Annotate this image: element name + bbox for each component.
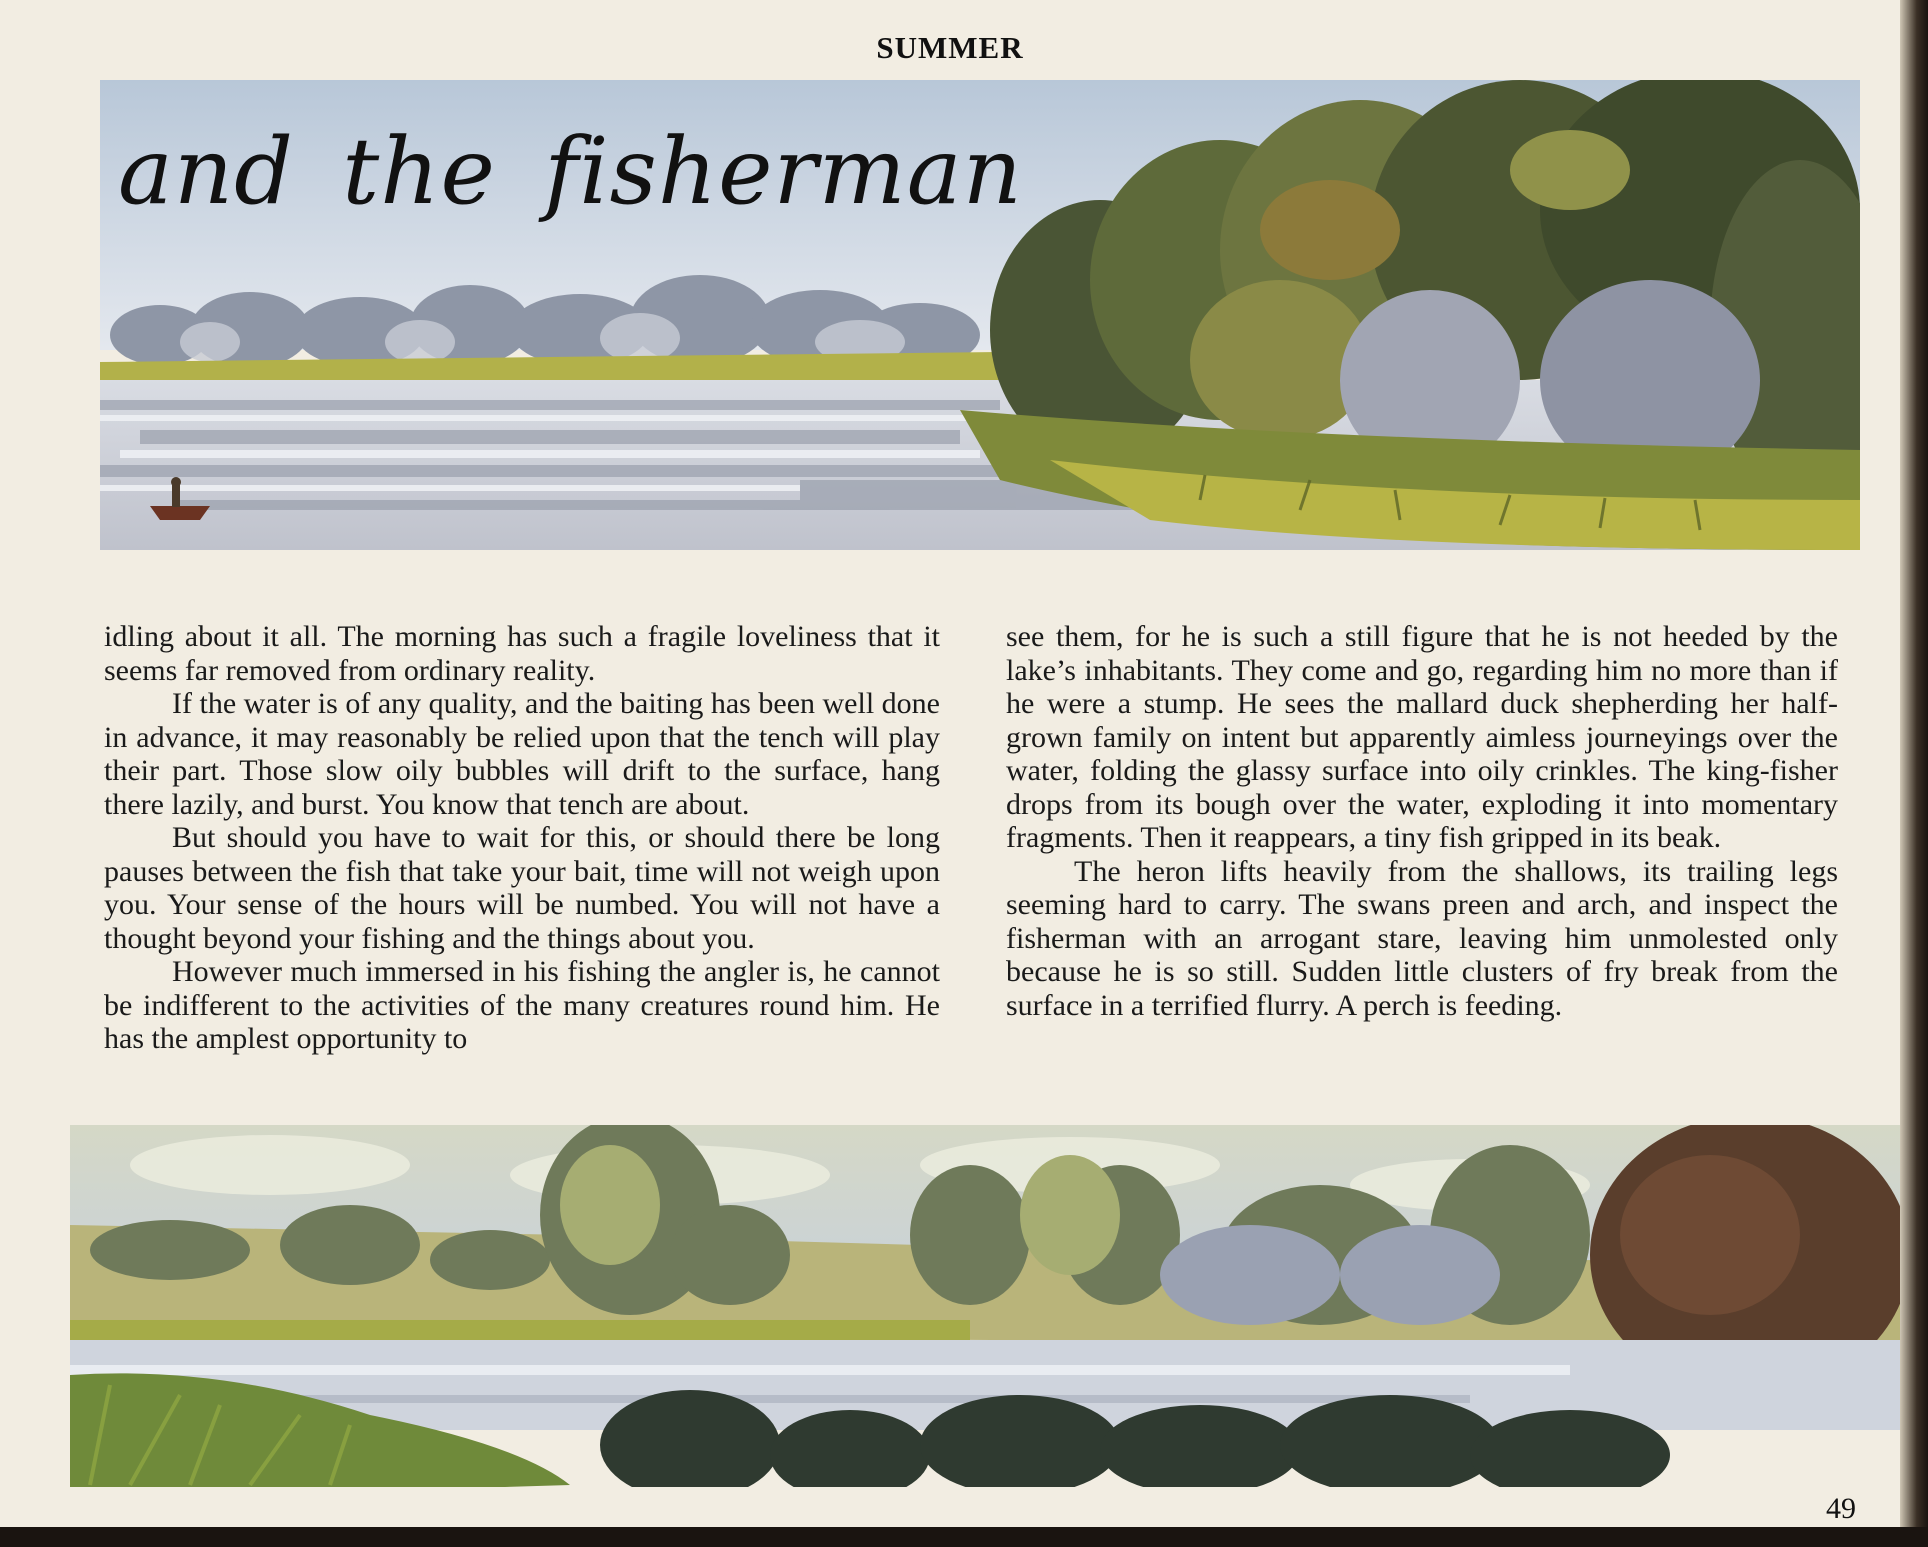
paragraph: If the water is of any quality, and the baiting has been well done in advance, it may reasonably be relied upon that the tench will play their part. Those slow oily bubbles will drift to the surface, hang there lazily, and burst. You know that tench are about. <box>104 687 940 821</box>
paragraph: The heron lifts heavily from the shallows, its trailing legs seeming hard to carry. The swans preen and arch, and inspect the fisherman with an arrogant stare, leaving him unmolested only because he is so still. Sudden little clusters of fry break from the surface in a terrified flurry. A perch is feeding. <box>1006 854 1838 1022</box>
lake-illustration-bottom <box>70 1125 1900 1500</box>
running-header: SUMMER <box>876 30 1024 65</box>
paragraph: idling about it all. The morning has such a fragile loveliness that it seems far removed from ordinary reality. <box>104 620 940 687</box>
text-column-right <box>1006 620 1838 1022</box>
paragraph: However much immersed in his fishing the angler is, he cannot be indifferent to the activities of the many creatures round him. He has the amplest opportunity to <box>104 955 940 1055</box>
lake-painting <box>70 1125 1900 1500</box>
paragraph: But should you have to wait for this, or should there be long pauses between the fish that take your bait, time will not weigh upon you. Your sense of the hours will be numbed. You will not have a thought beyond your fishing and the things about you. <box>104 821 940 955</box>
text-column-left <box>104 620 940 1056</box>
page-edge-shadow <box>1900 0 1928 1547</box>
chapter-title: and the fisherman <box>118 118 1023 225</box>
page-bottom-shadow <box>0 1527 1928 1547</box>
paragraph: see them, for he is such a still figure that he is not heeded by the lake’s inhabitants. They come and go, regarding him no more than if he were a stump. He sees the mallard duck shepherding her half-grown family on intent but apparently aimless journeyings over the water, folding the glassy surface into oily crinkles. The king-fisher drops from its bough over the water, exploding it into momentary fragments. Then it reappears, a tiny fish gripped in its beak. <box>1006 620 1838 854</box>
page-number: 49 <box>1826 1492 1856 1525</box>
